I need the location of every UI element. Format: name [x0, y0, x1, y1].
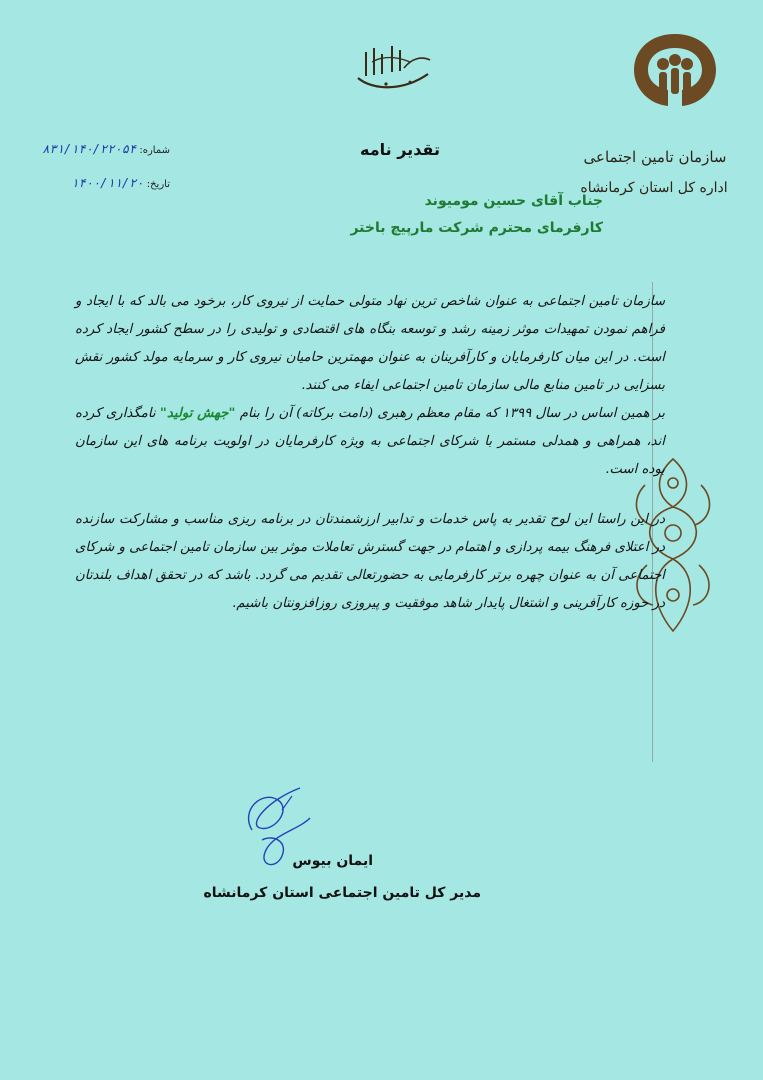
- bismillah-calligraphy: [352, 38, 436, 96]
- letter-body: [75, 288, 665, 618]
- reference-number-row: [0, 142, 170, 156]
- paragraph-2: [75, 400, 665, 484]
- number-label: شماره:: [139, 145, 170, 156]
- paragraph-1: سازمان تامین اجتماعی به عنوان شاخص ترین نهاد متولی حمایت از نیروی کار، برخود می بالد که با ایجاد و فراهم نمودن تمهیدات موثر زمینه رشد و توسعه بنگاه های اقتصادی و تولیدی را در سطح کشور ایجاد کرده است. در این میان کارفرمایان و کارآفرینان به عنوان مهمترین حامیان نیروی کار و سرمایه مولد کشور نقش بسزایی در تامین منابع مالی سازمان تامین اجتماعی ایفاء می کنند.: [75, 294, 665, 393]
- date-row: [0, 176, 170, 190]
- recipient-name: جناب آقای حسین مومیوند: [424, 193, 603, 209]
- production-leap-phrase: "جهش تولید": [159, 406, 236, 421]
- signer-name: ایمان بیوس: [292, 853, 373, 869]
- document-title: تقدیر نامه: [360, 140, 440, 159]
- signer-title: مدیر کل تامین اجتماعی استان کرمانشاه: [203, 885, 481, 901]
- paragraph-2-start: بر همین اساس در سال ۱۳۹۹ که مقام معظم رهبری (دامت برکاته) آن را بنام: [239, 406, 665, 421]
- number-value: ۸۳۱/۱۴۰/۲۲۰۵۴: [42, 142, 137, 156]
- date-label: تاریخ:: [146, 179, 170, 190]
- paragraph-3: در این راستا این لوح تقدیر به پاس خدمات و تدابیر ارزشمندتان در برنامه ریزی مناسب و مشارکت سازنده در اعتلای فرهنگ بیمه پردازی و اهتمام در جهت گسترش تعاملات موثر بین سازمان تامین اجتماعی و شرکای اجتماعی آن به عنوان چهره برتر کارفرمایی به حضورتعالی تقدیم می گردد. باشد که در تحقق اهداف بلندتان در حوزه کارآفرینی و اشتغال پایدار شاهد موفقیت و پیروزی روزافزونتان باشیم.: [75, 512, 665, 611]
- organization-branch: اداره کل استان کرمانشاه: [580, 180, 728, 196]
- recipient-company: کارفرمای محترم شرکت مارپیچ باختر: [350, 220, 603, 236]
- organization-name: سازمان تامین اجتماعی: [583, 148, 727, 166]
- paragraph-2-end: نامگذاری کرده اند، همراهی و همدلی مستمر با شرکای اجتماعی به ویژه کارفرمایان در اولویت برنامه های این سازمان بوده است.: [75, 406, 665, 477]
- date-value: ۱۴۰۰/۱۱/۲۰: [71, 176, 144, 190]
- social-security-organization-logo: [630, 30, 720, 110]
- organization-logo-block: [580, 30, 750, 196]
